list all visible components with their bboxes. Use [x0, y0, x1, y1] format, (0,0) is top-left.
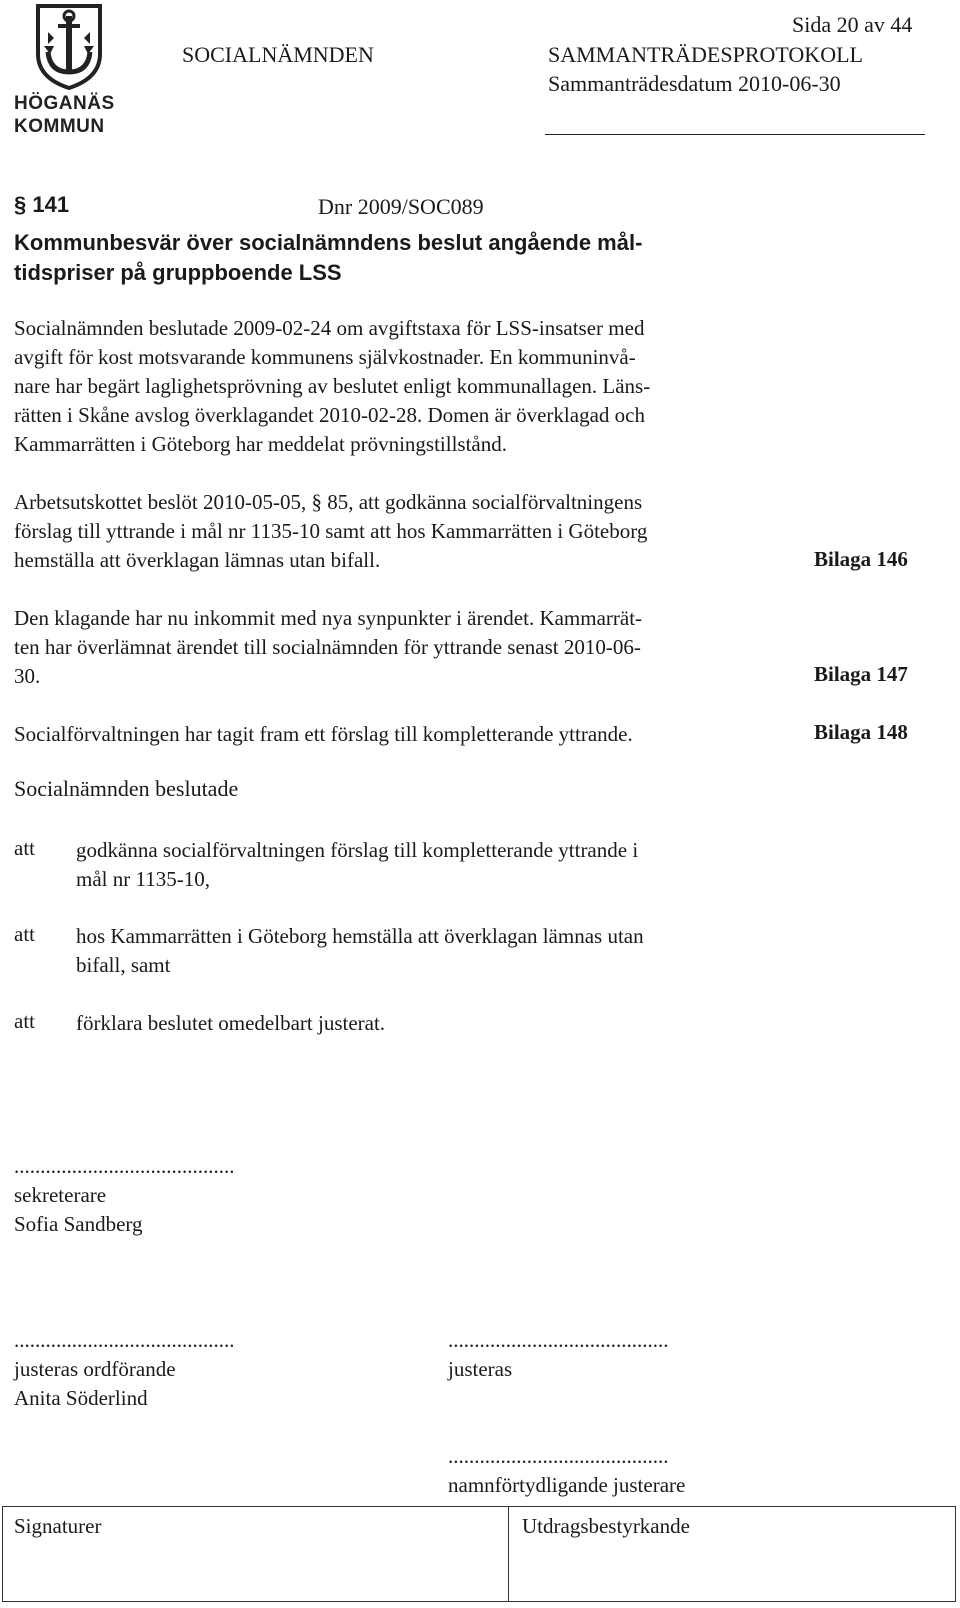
- text-line: bifall, samt: [76, 953, 171, 977]
- logo-line1: HÖGANÄS: [14, 93, 115, 114]
- signature-name: Sofia Sandberg: [14, 1212, 143, 1236]
- header-rule: [545, 134, 925, 135]
- signature-chair: [14, 1326, 235, 1413]
- text-line: Socialförvaltningen har tagit fram ett förslag till kompletterande yttrande.: [14, 722, 633, 746]
- text-line: rätten i Skåne avslog överklagandet 2010-02-28. Domen är överklagad och: [14, 403, 645, 427]
- paragraph-background: [14, 314, 894, 459]
- text-line: avgift för kost motsvarande kommunens självkostnader. En kommuninvå-: [14, 345, 636, 369]
- signature-line: ..........................................: [448, 1328, 669, 1352]
- text-line: Arbetsutskottet beslöt 2010-05-05, § 85, att godkänna socialförvaltningens: [14, 490, 643, 514]
- text-line: hos Kammarrätten i Göteborg hemställa att överklagan lämnas utan: [76, 924, 644, 948]
- attachment-ref: Bilaga 148: [814, 720, 908, 744]
- signature-line: ..........................................: [14, 1154, 235, 1178]
- decision-heading: Socialnämnden beslutade: [14, 776, 239, 801]
- attachment-ref: Bilaga 147: [814, 662, 908, 686]
- signature-secretary: [14, 1152, 235, 1239]
- text-line: godkänna socialförvaltningen förslag till kompletterande yttrande i: [76, 838, 639, 862]
- footer-divider: [508, 1506, 509, 1602]
- paragraph-proposal: [14, 720, 894, 749]
- meeting-date: Sammanträdesdatum 2010-06-30: [548, 71, 841, 96]
- logo-wordmark: [14, 92, 115, 138]
- att-marker: att: [14, 1009, 35, 1033]
- footer-certification-label: Utdragsbestyrkande: [522, 1514, 690, 1538]
- committee-name: SOCIALNÄMNDEN: [182, 42, 374, 67]
- decision-item: [76, 922, 644, 980]
- item-title: [14, 228, 642, 288]
- protocol-title: SAMMANTRÄDESPROTOKOLL: [548, 42, 863, 67]
- text-line: mål nr 1135-10,: [76, 867, 210, 891]
- page-indicator: Sida 20 av 44: [792, 12, 913, 37]
- signature-role: justeras: [448, 1357, 513, 1381]
- item-title-line: tidspriser på gruppboende LSS: [14, 260, 342, 285]
- decision-item: [76, 1009, 385, 1038]
- text-line: 30.: [14, 664, 41, 688]
- text-line: hemställa att överklagan lämnas utan bifall.: [14, 548, 381, 572]
- signature-role: sekreterare: [14, 1183, 107, 1207]
- signature-role: namnförtydligande justerare: [448, 1473, 686, 1497]
- text-line: Den klagande har nu inkommit med nya synpunkter i ärendet. Kammarrät-: [14, 606, 643, 630]
- decision-item: [76, 836, 638, 894]
- text-line: Socialnämnden beslutade 2009-02-24 om avgiftstaxa för LSS-insatser med: [14, 316, 645, 340]
- signature-role: justeras ordförande: [14, 1357, 176, 1381]
- item-number: § 141: [14, 192, 70, 217]
- paragraph-new-viewpoints: [14, 604, 894, 691]
- logo-line2: KOMMUN: [14, 116, 105, 137]
- signature-adjuster-name: [448, 1442, 685, 1500]
- att-marker: att: [14, 922, 35, 946]
- text-line: förklara beslutet omedelbart justerat.: [76, 1011, 386, 1035]
- signature-line: ..........................................: [448, 1444, 669, 1468]
- item-title-line: Kommunbesvär över socialnämndens beslut angående mål-: [14, 230, 643, 255]
- signature-name: Anita Söderlind: [14, 1386, 148, 1410]
- text-line: Kammarrätten i Göteborg har meddelat prövningstillstånd.: [14, 432, 507, 456]
- text-line: förslag till yttrande i mål nr 1135-10 samt att hos Kammarrätten i Göteborg: [14, 519, 648, 543]
- text-line: nare har begärt laglighetsprövning av beslutet enligt kommunallagen. Läns-: [14, 374, 651, 398]
- signature-line: ..........................................: [14, 1328, 235, 1352]
- signature-adjuster: [448, 1326, 669, 1384]
- paragraph-working-committee: [14, 488, 894, 575]
- attachment-ref: Bilaga 146: [814, 547, 908, 571]
- diary-number: Dnr 2009/SOC089: [318, 194, 484, 219]
- footer-signatures-label: Signaturer: [14, 1514, 102, 1538]
- footer-signature-box: [2, 1506, 956, 1602]
- att-marker: att: [14, 836, 35, 860]
- text-line: ten har överlämnat ärendet till socialnämnden för yttrande senast 2010-06-: [14, 635, 641, 659]
